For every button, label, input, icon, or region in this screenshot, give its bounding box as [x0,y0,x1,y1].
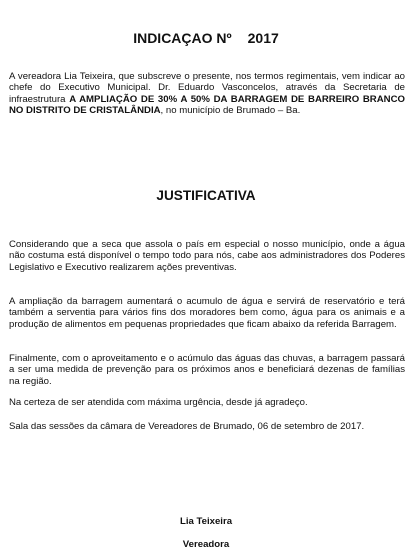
justification-paragraph-3: Finalmente, com o aproveitamento e o acúmulo das águas das chuvas, a barragem passará a ser uma medida de prevenção para os próximos anos e beneficiará dezenas de famílias na região. [9,353,405,387]
title-number: 2017 [247,30,279,46]
justification-paragraph-1: Considerando que a seca que assola o país em especial o nosso município, onde a água não costuma está disponível o tempo todo para nós, cabe aos administradores dos Poderes Legislativo e Executivo realizarem ações preventivas. [9,239,405,273]
justification-heading: JUSTIFICATIVA [156,188,256,203]
intro-highlight: A AMPLIAÇÃO DE 30% A 50% DA BARRAGEM DE BARREIRO BRANCO NO DISTRITO DE CRISTALÂNDIA [9,93,405,116]
justification-paragraph-2: A ampliação da barragem aumentará o acumulo de água e servirá de reservatório e terá também a serventia para vários fins dos moradores bem como, água para os animais e a produção de alimentos em pequenas propriedades que ficam abaixo da referida Barragem. [9,296,405,330]
intro-text-2: , que subscreve o presente, nos termos regimentais, vem indicar ao chefe do Executivo Municipal. Dr. Eduardo Vasconcelos, através da Secretaria de infraestrutura [9,71,405,105]
document-title [0,30,412,46]
intro-paragraph [9,71,405,116]
intro-text-3: , no município de Brumado – Ba. [160,104,301,116]
closing-paragraph: Na certeza de ser atendida com máxima urgência, desde já agradeço. [9,397,308,408]
signature-name: Lia Teixeira [179,516,233,527]
signature-role: Vereadora [182,539,230,550]
title-label: INDICAÇAO Nº [133,30,232,46]
date-paragraph: Sala das sessões da câmara de Vereadores de Brumado, 06 de setembro de 2017. [9,421,365,432]
councillor-name: Lia Teixeira [64,71,113,82]
intro-text-1: A vereadora [9,71,65,82]
